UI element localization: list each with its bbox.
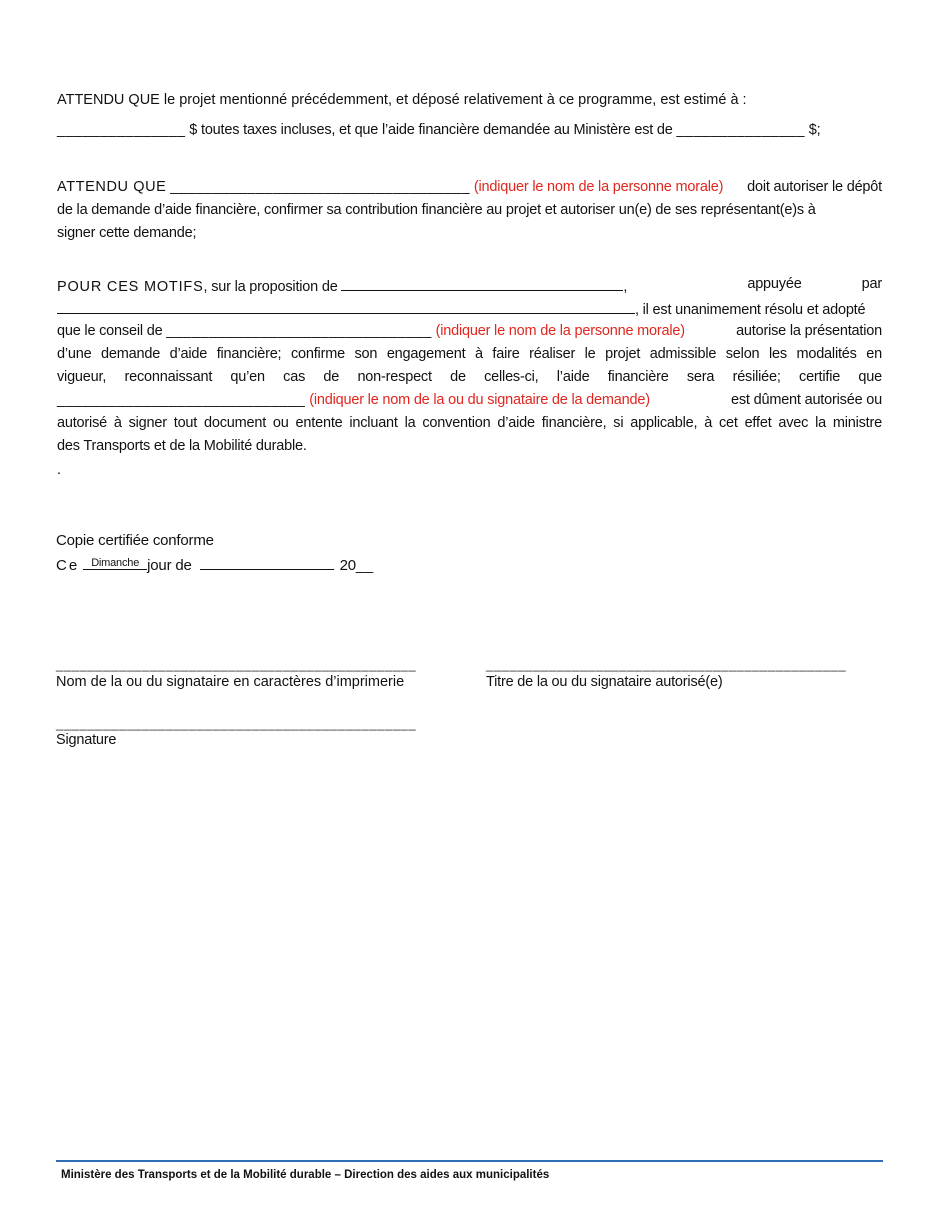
- motifs-line-3: [57, 323, 882, 339]
- signature-rule[interactable]: ______________________________________________: [56, 716, 417, 731]
- year-prefix: 20: [339, 557, 356, 574]
- instruction-legal-entity-1: (indiquer le nom de la personne morale): [473, 179, 724, 195]
- motifs-line-5-text: vigueur, reconnaissant qu’en cas de non-respect de celles-ci, l’aide financière sera résiliée; certifie que: [57, 369, 882, 385]
- estimate-line-1: ATTENDU QUE le projet mentionné précédemment, et déposé relativement à ce programme, est estimé à :: [57, 92, 747, 108]
- motifs-line-4: [57, 346, 882, 362]
- motifs-line-4-text: d’une demande d’aide financière; confirme son engagement à faire réaliser le projet admissible selon les modalités en: [57, 346, 882, 362]
- instruction-legal-entity-2: (indiquer le nom de la personne morale): [435, 323, 685, 339]
- certified-date-line: [56, 555, 374, 574]
- year-field[interactable]: __: [355, 557, 374, 574]
- title-rule[interactable]: ______________________________________________: [486, 657, 847, 672]
- estimate-text: $ toutes taxes incluses, et que l’aide financière demandée au Ministère est de: [185, 122, 677, 138]
- attendu-line-1-end: doit autoriser le dépôt: [747, 179, 882, 195]
- estimate-suffix: $;: [804, 122, 821, 138]
- motifs-line-7-text: autorisé à signer tout document ou entente incluant la convention d’aide financière, si applicable, à cet effet avec la ministre: [57, 415, 882, 431]
- seconder-field[interactable]: [57, 299, 635, 314]
- footer-text: Ministère des Transports et de la Mobilité durable – Direction des aides aux municipalités: [61, 1169, 550, 1181]
- certified-copy-title: Copie certifiée conforme: [56, 532, 214, 549]
- motifs-text: , sur la proposition de: [203, 279, 342, 295]
- attendu-line-2: de la demande d’aide financière, confirmer sa contribution financière au projet et autoriser un(e) de ses représentant(e)s à: [57, 202, 816, 218]
- motifs-line-1: [57, 276, 882, 295]
- footer-rule: [56, 1160, 883, 1162]
- resolu-text: , il est unanimement résolu et adopté: [635, 302, 866, 318]
- motifs-line-6: [57, 392, 882, 408]
- instruction-signatory: (indiquer le nom de la ou du signataire de la demande): [309, 392, 650, 408]
- attendu-lead: ATTENDU QUE: [57, 179, 167, 195]
- jour-de-text: jour de: [147, 557, 192, 574]
- attendu-line-3: signer cette demande;: [57, 225, 197, 241]
- title-label: Titre de la ou du signataire autorisé(e): [486, 674, 723, 690]
- appuyee-text: appuyée: [747, 276, 802, 292]
- name-label: Nom de la ou du signataire en caractères d’imprimerie: [56, 674, 405, 690]
- motifs-dot: .: [57, 462, 61, 478]
- attendu-line-1: [57, 179, 882, 195]
- motifs-line-5: [57, 369, 882, 385]
- motifs-lead: POUR CES MOTIFS: [57, 279, 204, 295]
- autorise-text: autorise la présentation: [736, 323, 882, 339]
- proposer-field[interactable]: [341, 276, 623, 291]
- amount-requested-field[interactable]: _______________: [676, 122, 805, 138]
- name-rule[interactable]: ______________________________________________: [56, 657, 417, 672]
- signature-label: Signature: [56, 732, 117, 748]
- motifs-line-8: des Transports et de la Mobilité durable.: [57, 438, 307, 454]
- day-select[interactable]: Dimanche: [83, 557, 147, 570]
- estimate-line-2: [57, 122, 820, 138]
- conseil-text: que le conseil de: [57, 323, 167, 339]
- legal-entity-field-1[interactable]: ___________________________________: [170, 179, 471, 195]
- legal-entity-field-2[interactable]: _______________________________: [166, 323, 432, 339]
- ce-text: Ce: [56, 557, 80, 574]
- motifs-line-7: [57, 415, 882, 431]
- motifs-comma: ,: [623, 279, 628, 295]
- signatory-field[interactable]: _____________________________: [57, 392, 306, 408]
- amount-total-field[interactable]: _______________: [57, 122, 186, 138]
- motifs-line-2: [57, 299, 865, 318]
- dument-text: est dûment autorisée ou: [731, 392, 882, 408]
- par-text: par: [861, 276, 882, 292]
- month-field[interactable]: [200, 555, 334, 570]
